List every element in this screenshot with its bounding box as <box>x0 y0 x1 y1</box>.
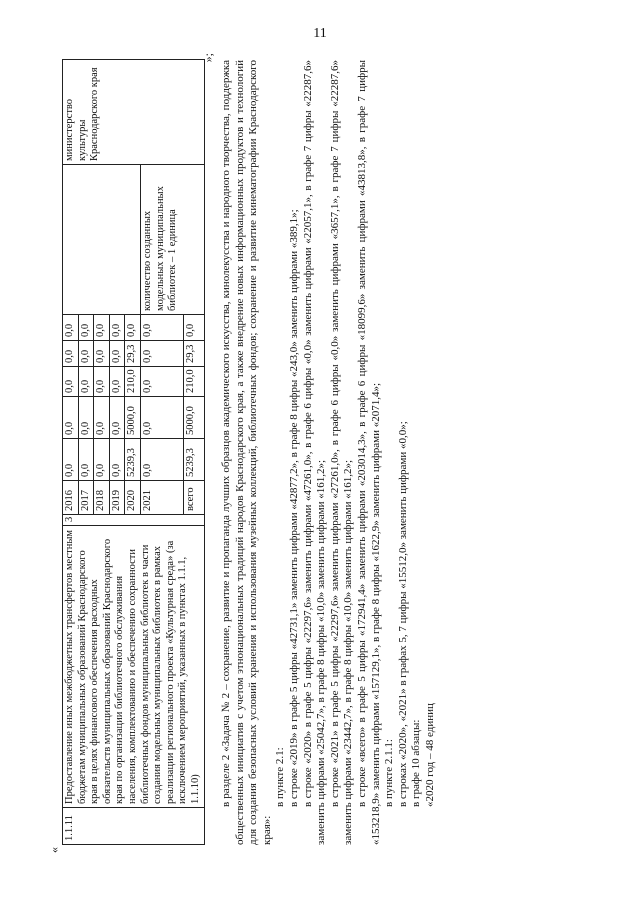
value-cell: 0,0 <box>78 340 94 366</box>
amendment-text <box>220 60 438 845</box>
value-cell: 0,0 <box>94 366 110 396</box>
value-cell: 29,3 <box>125 340 141 366</box>
value-cell: 0,0 <box>109 366 125 396</box>
value-cell: 0,0 <box>109 396 125 438</box>
paragraph: в строке «всего» в графе 5 цифры «172941,4» заменить цифрами «203014,3», в графе 6 цифры «18099,6» заменить цифрами «43813,8», в графе 7 цифры «153218,9» заменить цифрами «157129,1», в графе 8 цифры «1622,9» заменить цифрами «2071,4»; <box>355 59 382 845</box>
indicator-blank <box>63 164 141 314</box>
opening-quote: « <box>47 846 61 853</box>
paragraph: в разделе 2 «Задача № 2 – сохранение, развитие и пропаганда лучших образцов академического искусства, кинолекусства и народного творчества, поддержка общественных инициатив с учетом этнонациональных традиций народов Краснодарского края, а также внедрение новых информационных продуктов и технологий для создания безопасных условий хранения и использования музейных коллекций, библиотечных фондов; сохранение и развитие кинематографии Краснодарского края»: <box>220 59 273 845</box>
value-cell: 0,0 <box>78 438 94 480</box>
row-number: 1.1.11 <box>63 807 205 844</box>
value-cell: 0,0 <box>140 340 183 366</box>
value-cell: 0,0 <box>94 314 110 340</box>
measure-description: Предоставление иных межбюджетных трансфертов местным бюджетам муниципальных образований Краснодарского края в целях финансового обеспечения расходных обязательств муниципальных образований Краснодарского края по организации библиотечного обслуживания населения, комплектованию и обеспечению сохранности библиотечных фондов муниципальных библиотек в части создания модельных муниципальных библиотек в рамках реализации регионального проекта «Культурная среда» (за исключением мероприятий, указанных в пунктах 1.1.1, 1.1.10) <box>63 525 205 807</box>
paragraph: в строке «2021» в графе 5 цифры «22297,6» заменить цифрами «27261,0», в графе 6 цифры «0,0» заменить цифрами «3657,1», в графе 7 цифры «22287,6» заменить цифрами «23442,7», в графе 8 цифры «10,0» заменить цифрами «161,2»; <box>328 59 355 845</box>
value-cell: 0,0 <box>78 366 94 396</box>
value-cell: 29,3 <box>184 340 204 366</box>
paragraph: в пункте 2.1: <box>274 746 287 807</box>
value-cell: 210,0 <box>184 366 204 396</box>
value-cell: 210,0 <box>125 366 141 396</box>
value-cell: 0,0 <box>78 396 94 438</box>
value-cell: 0,0 <box>63 314 79 340</box>
value-cell: 0,0 <box>109 438 125 480</box>
paragraph: в пункте 2.1.1: <box>383 738 396 807</box>
value-cell: 5000,0 <box>184 396 204 438</box>
value-cell: 5000,0 <box>125 396 141 438</box>
value-cell: 0,0 <box>63 438 79 480</box>
value-cell: 0,0 <box>94 438 110 480</box>
rotated-content <box>47 52 590 853</box>
year-cell: 2016 <box>63 480 79 514</box>
indicator-cell: количество созданных модельных муниципальных библиотек – 1 единица <box>140 164 204 314</box>
paragraph: в строках «2020», «2021» в графах 5, 7 цифры «15512,0» заменить цифрами «0,0»; <box>396 420 409 807</box>
year-cell: всего <box>184 480 204 514</box>
value-cell: 0,0 <box>94 396 110 438</box>
year-cell: 2018 <box>94 480 110 514</box>
paragraph: в строке «2020» в графе 5 цифры «22297,6» заменить цифрами «47261,0», в графе 6 цифры «0,0» заменить цифрами «22057,1», в графе 7 цифры «22287,6» заменить цифрами «25042,7», в графе 8 цифры «10,0» заменить цифрами «161,2»; <box>301 59 328 845</box>
value-cell: 0,0 <box>63 366 79 396</box>
value-cell: 5239,3 <box>125 438 141 480</box>
paragraph: в строке «2019» в графе 5 цифры «42731,1» заменить цифрами «42877,2», в графе 8 цифры «243,0» заменить цифрами «389,1»; <box>287 208 300 807</box>
value-cell: 0,0 <box>140 396 183 438</box>
value-cell: 0,0 <box>140 314 183 340</box>
value-cell: 0,0 <box>63 340 79 366</box>
paragraph: «2020 год – 48 единиц <box>423 702 436 807</box>
value-cell: 0,0 <box>184 314 204 340</box>
value-cell: 0,0 <box>125 314 141 340</box>
year-cell: 2017 <box>78 480 94 514</box>
paragraph: в графе 10 абзацы: <box>410 719 423 807</box>
value-cell: 0,0 <box>78 314 94 340</box>
value-cell: 0,0 <box>63 396 79 438</box>
executor-cell: министерство культуры Краснодарского края <box>63 59 205 164</box>
value-cell: 0,0 <box>109 314 125 340</box>
year-cell: 2020 <box>125 480 141 514</box>
value-cell: 5239,3 <box>184 438 204 480</box>
value-cell: 0,0 <box>109 340 125 366</box>
value-cell: 0,0 <box>140 366 183 396</box>
year-cell: 2019 <box>109 480 125 514</box>
value-cell: 0,0 <box>94 340 110 366</box>
page-number: 11 <box>313 26 327 41</box>
value-cell: 0,0 <box>140 438 183 480</box>
table-row <box>63 59 79 844</box>
closing-quote: »; <box>201 52 215 62</box>
program-table <box>62 59 205 845</box>
column-3: 3 <box>63 514 205 525</box>
year-cell: 2021 <box>140 480 183 514</box>
